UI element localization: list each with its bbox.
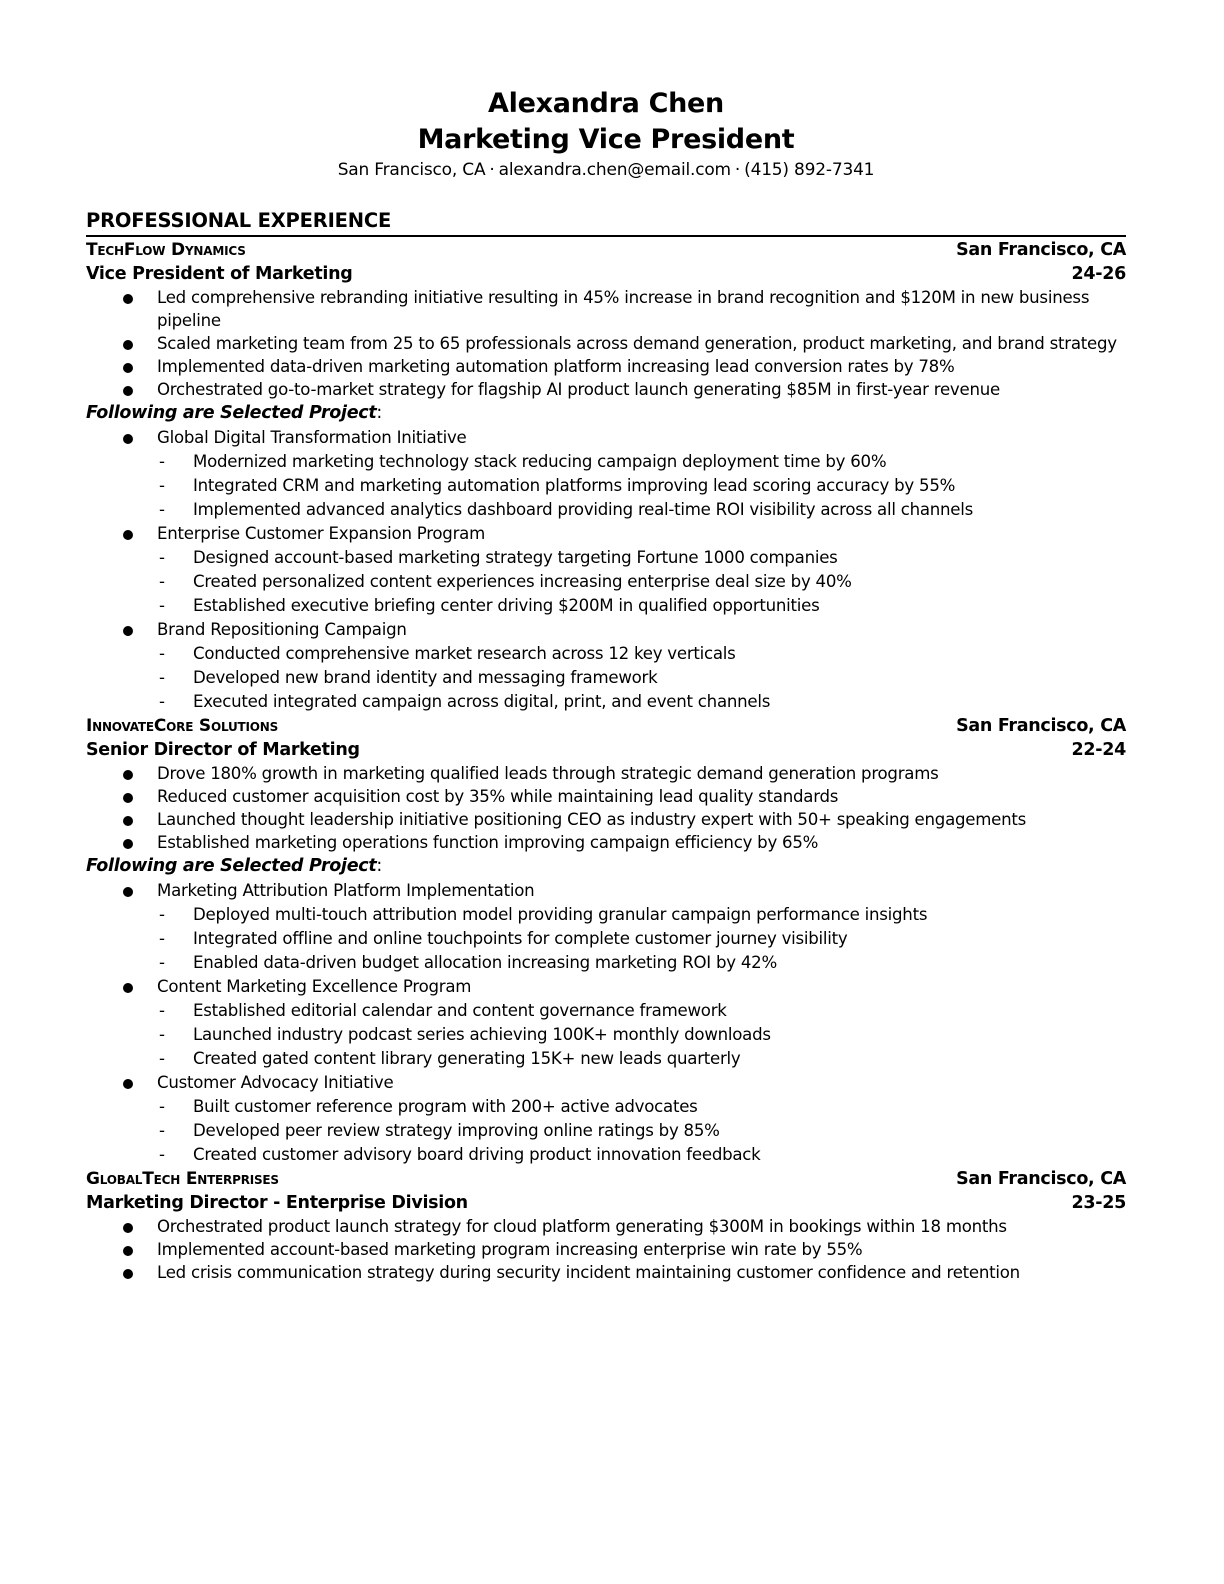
project-subitem [157,474,1126,498]
project-list [86,879,1126,903]
project-subitems [157,1095,1126,1167]
project-subitem-text: Created personalized content experiences increasing enterprise deal size by 40% [193,572,852,591]
contact-email[interactable]: alexandra.chen@email.com [498,160,731,180]
job-entry [86,1167,1126,1284]
dash-icon: - [159,572,165,591]
project-subitem-text: Created customer advisory board driving product innovation feedback [193,1145,761,1164]
projects-label-colon: : [376,403,383,423]
project-subitems-container [86,999,1126,1071]
project-title: Customer Advocacy Initiative [157,1073,394,1092]
bullet-icon [123,1223,133,1233]
bullet-icon [123,887,133,897]
project-subitems [157,450,1126,522]
project-subitem-text: Established editorial calendar and content governance framework [193,1001,727,1020]
project-title: Enterprise Customer Expansion Program [157,524,485,543]
achievement-item [86,355,1126,378]
project-list [86,618,1126,642]
achievement-item [86,785,1126,808]
projects-label-text: Following are Selected Project [86,403,377,423]
dash-icon: - [159,929,165,948]
project-subitem [157,570,1126,594]
job-company-row [86,714,1126,738]
bullet-icon [123,340,133,350]
project-subitem [157,903,1126,927]
project-subitem-text: Established executive briefing center driving $200M in qualified opportunities [193,596,820,615]
project-subitem [157,1143,1126,1167]
project-subitem-text: Integrated CRM and marketing automation platforms improving lead scoring accuracy by 55% [193,476,956,495]
bullet-icon [123,626,133,636]
project-subitem-text: Developed new brand identity and messaging framework [193,668,658,687]
project-subitem-text: Launched industry podcast series achieving 100K+ monthly downloads [193,1025,771,1044]
dash-icon: - [159,668,165,687]
project-subitem [157,1119,1126,1143]
dash-icon: - [159,905,165,924]
job-role-row [86,1191,1126,1215]
job-role: Senior Director of Marketing [86,740,360,760]
job-achievements [86,286,1126,401]
project-subitem [157,666,1126,690]
section-heading-experience: PROFESSIONAL EXPERIENCE [86,208,1126,237]
dash-icon: - [159,500,165,519]
project-title: Marketing Attribution Platform Implementation [157,881,535,900]
job-dates: 23-25 [1071,1193,1126,1213]
job-role: Vice President of Marketing [86,264,353,284]
job-entry [86,238,1126,714]
project-subitem [157,999,1126,1023]
project-item [86,879,1126,903]
project-subitem [157,951,1126,975]
project-subitem [157,498,1126,522]
achievement-text: Led crisis communication strategy during security incident maintaining customer confidence and retention [157,1263,1020,1282]
project-subitems-container [86,1095,1126,1167]
bullet-icon [123,434,133,444]
candidate-name: Alexandra Chen [488,88,724,119]
bullet-icon [123,770,133,780]
projects-label-colon: : [376,856,383,876]
job-role-row [86,262,1126,286]
dash-icon: - [159,692,165,711]
achievement-text: Established marketing operations function improving campaign efficiency by 65% [157,833,819,852]
project-subitem-text: Conducted comprehensive market research across 12 key verticals [193,644,736,663]
project-subitems-wrap [86,546,1126,618]
job-achievements [86,1215,1126,1284]
job-location: San Francisco, CA [956,1169,1126,1189]
project-subitem-text: Created gated content library generating 15K+ new leads quarterly [193,1049,741,1068]
dash-icon: - [159,548,165,567]
achievement-item [86,1261,1126,1284]
project-subitem [157,642,1126,666]
project-item [86,522,1126,546]
bullet-icon [123,816,133,826]
projects-label [86,401,1126,426]
project-subitem [157,927,1126,951]
project-subitems-wrap [86,999,1126,1071]
bullet-icon [123,386,133,396]
achievement-text: Led comprehensive rebranding initiative resulting in 45% increase in brand recognition and $120M in new business pipeline [157,288,1090,330]
contact-phone: (415) 892-7341 [744,160,875,180]
job-entry [86,714,1126,1167]
project-subitem [157,1047,1126,1071]
project-subitem-text: Developed peer review strategy improving online ratings by 85% [193,1121,720,1140]
achievement-item [86,1238,1126,1261]
project-subitem [157,546,1126,570]
achievement-item [86,332,1126,355]
job-company-row [86,1167,1126,1191]
achievement-item [86,286,1126,332]
achievement-text: Reduced customer acquisition cost by 35% while maintaining lead quality standards [157,787,839,806]
job-dates: 24-26 [1071,264,1126,284]
project-subitems [157,999,1126,1071]
project-list [86,975,1126,999]
contact-separator: · [734,160,741,180]
achievement-text: Orchestrated go-to-market strategy for flagship AI product launch generating $85M in first-year revenue [157,380,1000,399]
achievement-text: Scaled marketing team from 25 to 65 professionals across demand generation, product marketing, and brand strategy [157,334,1117,353]
contact-location: San Francisco, CA [337,160,486,180]
job-location: San Francisco, CA [956,240,1126,260]
project-subitem-text: Integrated offline and online touchpoints for complete customer journey visibility [193,929,848,948]
project-subitem [157,1095,1126,1119]
project-item [86,1071,1126,1095]
achievement-text: Implemented data-driven marketing automation platform increasing lead conversion rates by 78% [157,357,955,376]
job-dates: 22-24 [1071,740,1126,760]
dash-icon: - [159,1121,165,1140]
job-role: Marketing Director - Enterprise Division [86,1193,468,1213]
project-title: Content Marketing Excellence Program [157,977,472,996]
project-subitems-wrap [86,450,1126,522]
project-subitems-wrap [86,642,1126,714]
achievement-item [86,1215,1126,1238]
project-list [86,426,1126,450]
job-achievements [86,762,1126,854]
dash-icon: - [159,1097,165,1116]
contact-separator: · [489,160,495,180]
contact-line [86,158,1126,182]
project-list [86,1071,1126,1095]
projects-label-text: Following are Selected Project [86,856,377,876]
achievement-item [86,831,1126,854]
project-subitem-text: Implemented advanced analytics dashboard providing real-time ROI visibility across all channels [193,500,974,519]
project-subitem [157,594,1126,618]
project-subitem-text: Built customer reference program with 200+ active advocates [193,1097,698,1116]
bullet-icon [123,793,133,803]
bullet-icon [123,363,133,373]
project-list [86,522,1126,546]
job-location: San Francisco, CA [956,716,1126,736]
job-company-row [86,238,1126,262]
achievement-item [86,808,1126,831]
bullet-icon [123,294,133,304]
project-subitems [157,903,1126,975]
project-subitems-container [86,450,1126,522]
achievement-text: Launched thought leadership initiative positioning CEO as industry expert with 50+ speaking engagements [157,810,1027,829]
project-subitems-container [86,642,1126,714]
project-subitems-wrap [86,1095,1126,1167]
project-item [86,426,1126,450]
candidate-title: Marketing Vice President [417,124,795,155]
project-subitem [157,690,1126,714]
dash-icon: - [159,1145,165,1164]
job-company: GlobalTech Enterprises [86,1169,279,1189]
job-company: InnovateCore Solutions [86,716,279,736]
bullet-icon [123,1246,133,1256]
dash-icon: - [159,596,165,615]
resume-page [86,86,1126,1284]
project-subitem-text: Executed integrated campaign across digital, print, and event channels [193,692,771,711]
project-item [86,975,1126,999]
project-subitems [157,546,1126,618]
achievement-item [86,762,1126,785]
project-subitem-text: Modernized marketing technology stack reducing campaign deployment time by 60% [193,452,887,471]
dash-icon: - [159,476,165,495]
dash-icon: - [159,953,165,972]
bullet-icon [123,839,133,849]
project-subitem [157,1023,1126,1047]
projects-label [86,854,1126,879]
project-subitem-text: Deployed multi-touch attribution model providing granular campaign performance insights [193,905,928,924]
achievement-text: Implemented account-based marketing program increasing enterprise win rate by 55% [157,1240,863,1259]
dash-icon: - [159,1001,165,1020]
project-subitems-container [86,546,1126,618]
dash-icon: - [159,1025,165,1044]
project-subitem-text: Enabled data-driven budget allocation increasing marketing ROI by 42% [193,953,777,972]
achievement-item [86,378,1126,401]
bullet-icon [123,1079,133,1089]
job-company: TechFlow Dynamics [86,240,246,260]
dash-icon: - [159,452,165,471]
job-role-row [86,738,1126,762]
project-subitems-container [86,903,1126,975]
project-item [86,618,1126,642]
bullet-icon [123,1269,133,1279]
project-subitem-text: Designed account-based marketing strategy targeting Fortune 1000 companies [193,548,838,567]
project-subitems [157,642,1126,714]
bullet-icon [123,530,133,540]
resume-header [86,86,1126,182]
bullet-icon [123,983,133,993]
project-title: Global Digital Transformation Initiative [157,428,467,447]
achievement-text: Orchestrated product launch strategy for cloud platform generating $300M in bookings within 18 months [157,1217,1007,1236]
dash-icon: - [159,644,165,663]
achievement-text: Drove 180% growth in marketing qualified leads through strategic demand generation programs [157,764,939,783]
project-subitems-wrap [86,903,1126,975]
dash-icon: - [159,1049,165,1068]
project-subitem [157,450,1126,474]
project-title: Brand Repositioning Campaign [157,620,407,639]
